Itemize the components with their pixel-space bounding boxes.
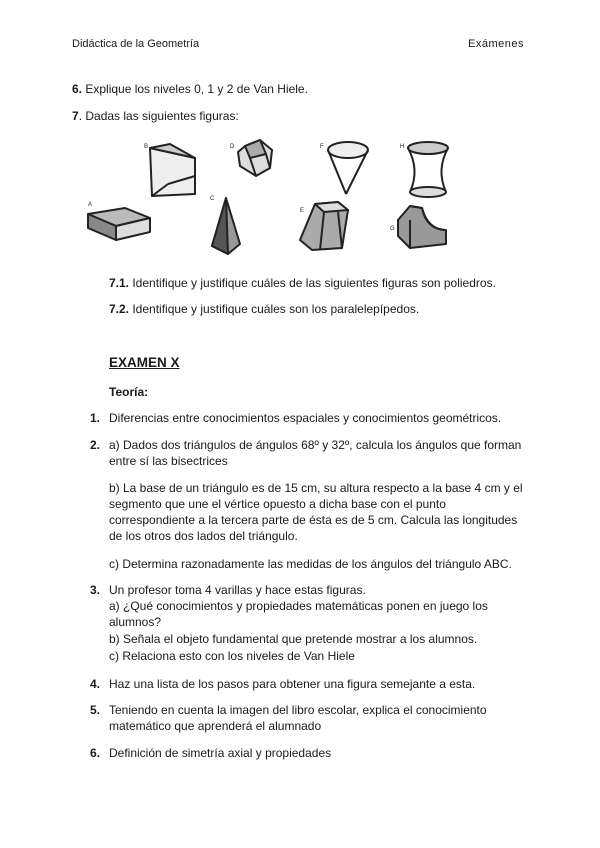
list-item-number: 6. [90, 746, 101, 760]
figures-drawing [80, 136, 470, 258]
list-item-number: 1. [90, 411, 101, 425]
list-item-number: 5. [90, 703, 101, 717]
figure-label-c: C [210, 196, 215, 202]
list-item-number: 2. [90, 438, 101, 452]
figure-label-f: F [320, 144, 324, 150]
question-7 [72, 109, 239, 123]
header-course-title: Didáctica de la Geometría [72, 38, 200, 50]
header-section-title: Exámenes [468, 38, 524, 50]
section-heading: Teoría: [109, 385, 149, 399]
item-3-part-c: c) Relaciona esto con los niveles de Van Hiele [109, 649, 355, 663]
figure-a-shape [88, 208, 150, 240]
subquestion-7-1-number: 7.1. [109, 276, 130, 290]
figure-label-g: G [390, 226, 395, 232]
figure-d-shape [238, 140, 272, 176]
question-7-text: . Dadas las siguientes figuras: [78, 109, 239, 123]
figure-f-shape [328, 142, 368, 194]
geometric-figures-image [80, 136, 470, 258]
figure-h-shape [408, 142, 448, 197]
subquestion-7-2-number: 7.2. [109, 302, 130, 316]
item-3-part-b: b) Señala el objeto fundamental que pretende mostrar a los alumnos. [109, 632, 478, 646]
subquestion-7-2 [109, 302, 419, 316]
subquestion-7-2-text: Identifique y justifique cuáles son los paralelepípedos. [129, 302, 420, 316]
subquestion-7-1 [109, 276, 496, 290]
list-item-text: a) Dados dos triángulos de ángulos 68º y 32º, calcula los ángulos que forman entre sí las bisectrices [109, 438, 522, 468]
list-item-number: 3. [90, 583, 101, 597]
figure-label-d: D [230, 144, 235, 150]
list-item-text: Definición de simetría axial y propiedades [109, 746, 332, 760]
figure-label-a: A [88, 202, 93, 208]
question-6-number: 6. [72, 82, 83, 96]
item-2-part-b: b) La base de un triángulo es de 15 cm, su altura respecto a la base 4 cm y el segmento que une el vértice opuesto a dicha base con el punto correspondiente a la tercera parte de ésta es de 5 cm. Calcula las longitudes de los otros dos lados del triángulo. [109, 481, 523, 543]
subquestion-7-1-text: Identifique y justifique cuáles de las siguientes figuras son poliedros. [129, 276, 496, 290]
exam-title: EXAMEN X [109, 355, 180, 370]
figure-label-e: E [300, 208, 305, 214]
figure-g-shape [398, 206, 446, 248]
figure-b-shape [150, 144, 195, 196]
figure-c-shape [212, 198, 240, 254]
list-item-text: Un profesor toma 4 varillas y hace estas figuras. [109, 583, 366, 597]
list-item-number: 4. [90, 677, 101, 691]
figure-e-shape [300, 202, 348, 250]
item-2-part-c: c) Determina razonadamente las medidas de los ángulos del triángulo ABC. [109, 557, 512, 571]
item-3-part-a: a) ¿Qué conocimientos y propiedades matemáticas ponen en juego los alumnos? [109, 599, 488, 629]
question-6-text: Explique los niveles 0, 1 y 2 de Van Hiele. [82, 82, 308, 96]
question-7-number: 7 [72, 109, 79, 123]
list-item-text: Diferencias entre conocimientos espaciales y conocimientos geométricos. [109, 411, 502, 425]
figure-label-b: B [144, 144, 149, 150]
figure-label-h: H [400, 144, 405, 150]
list-item-text: Teniendo en cuenta la imagen del libro escolar, explica el conocimiento matemático que aprenderá el alumnado [109, 703, 487, 733]
list-item-text: Haz una lista de los pasos para obtener una figura semejante a esta. [109, 677, 476, 691]
question-6 [72, 82, 308, 96]
